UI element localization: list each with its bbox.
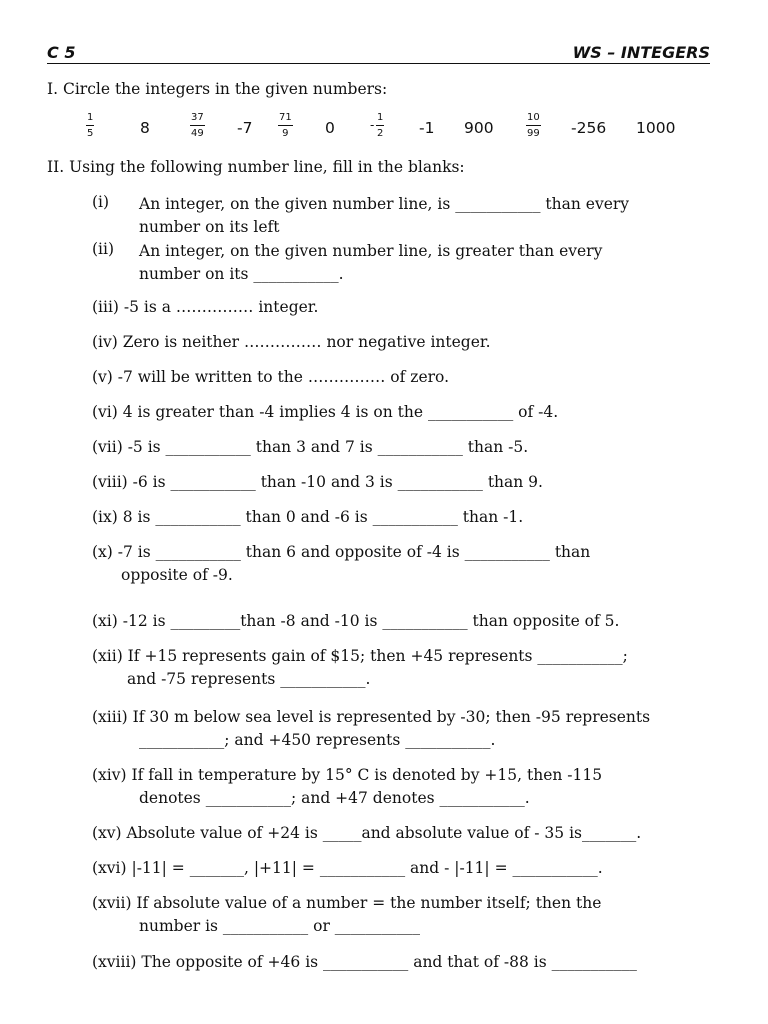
worksheet-title: WS – INTEGERS — [572, 43, 710, 62]
question-xvi: (xvi) |-11| = _______, |+11| = ___________ and - |-11| = ___________. — [92, 859, 603, 877]
fraction-number: $\frac{1}{2}$ — [377, 112, 384, 139]
question-xiii-continued: ___________; and +450 represents ___________. — [139, 731, 496, 749]
worksheet-header — [47, 43, 710, 64]
question-xv: (xv) Absolute value of +24 is _____and absolute value of - 35 is_______. — [92, 824, 642, 842]
question-label: (i) — [92, 193, 110, 211]
question-label: (ii) — [92, 240, 115, 258]
question-text: number on its left — [139, 218, 280, 236]
question-iv: (iv) Zero is neither …………… nor negative integer. — [92, 333, 491, 351]
question-ix: (ix) 8 is ___________ than 0 and -6 is ___________ than -1. — [92, 508, 524, 526]
question-x-continued: opposite of -9. — [121, 566, 233, 584]
question-xiv-continued: denotes ___________; and +47 denotes ___________. — [139, 789, 530, 807]
question-viii: (viii) -6 is ___________ than -10 and 3 is ___________ than 9. — [92, 473, 543, 491]
question-text: An integer, on the given number line, is greater than every — [139, 242, 603, 260]
question-xii-continued: and -75 represents ___________. — [127, 670, 371, 688]
question-vii: (vii) -5 is ___________ than 3 and 7 is ___________ than -5. — [92, 438, 529, 456]
section-2-title: II. Using the following number line, fill in the blanks: — [47, 158, 465, 176]
class-label: C 5 — [47, 43, 76, 62]
question-vi: (vi) 4 is greater than -4 implies 4 is on the ___________ of -4. — [92, 403, 559, 421]
question-xi: (xi) -12 is _________than -8 and -10 is ___________ than opposite of 5. — [92, 612, 620, 630]
question-x: (x) -7 is ___________ than 6 and opposite of -4 is ___________ than — [92, 543, 591, 561]
number-item: -256 — [571, 119, 607, 137]
question-xvii: (xvii) If absolute value of a number = the number itself; then the — [92, 894, 602, 912]
fraction-number: $\frac{10}{99}$ — [527, 112, 540, 139]
question-text: An integer, on the given number line, is ___________ than every — [139, 195, 630, 213]
number-item: -1 — [419, 119, 435, 137]
question-xii: (xii) If +15 represents gain of $15; then +45 represents ___________; — [92, 647, 628, 665]
number-item: 900 — [464, 119, 494, 137]
number-item: 1000 — [636, 119, 676, 137]
question-xviii: (xviii) The opposite of +46 is ___________ and that of -88 is ___________ — [92, 953, 637, 971]
section-1-title: I. Circle the integers in the given numbers: — [47, 80, 388, 98]
question-text: number on its ___________. — [139, 265, 344, 283]
fraction-sign: - — [370, 118, 375, 132]
number-item: 0 — [325, 119, 335, 137]
question-xiv: (xiv) If fall in temperature by 15° C is denoted by +15, then -115 — [92, 766, 603, 784]
question-v: (v) -7 will be written to the …………… of zero. — [92, 368, 450, 386]
number-item: -7 — [237, 119, 253, 137]
fraction-number: $\frac{71}{9}$ — [279, 112, 292, 139]
fraction-number: $\frac{37}{49}$ — [191, 112, 204, 139]
number-item: 8 — [140, 119, 150, 137]
question-iii: (iii) -5 is a …………… integer. — [92, 298, 319, 316]
fraction-number: $\frac{1}{5}$ — [87, 112, 94, 139]
question-xiii: (xiii) If 30 m below sea level is represented by -30; then -95 represents — [92, 708, 651, 726]
question-xvii-continued: number is ___________ or ___________ — [139, 917, 421, 935]
